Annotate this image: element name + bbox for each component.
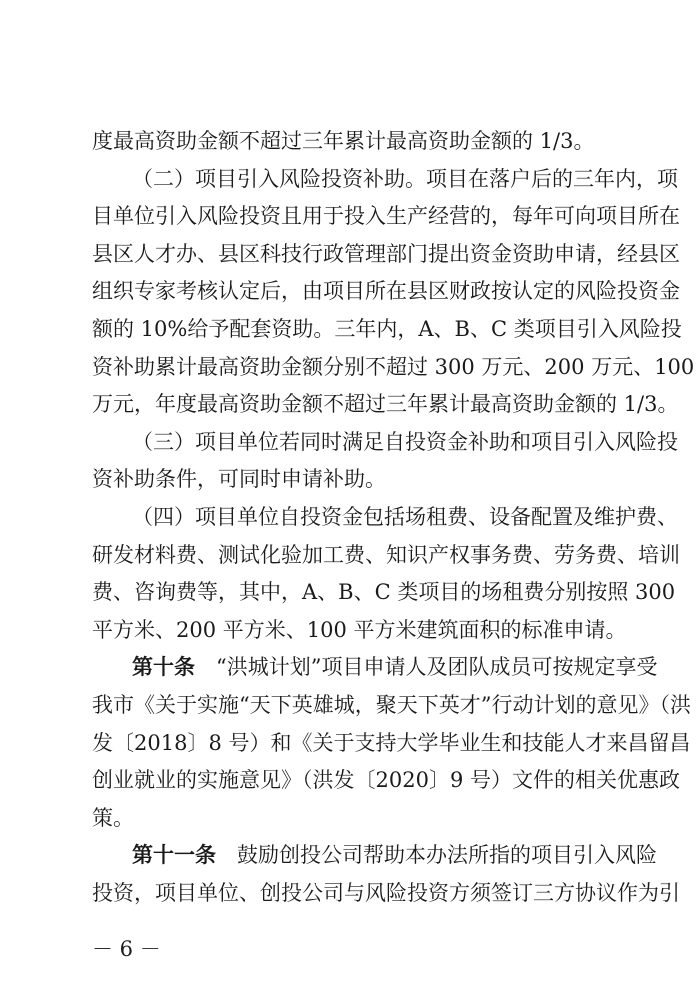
article-heading: 第十一条: [132, 842, 216, 868]
paragraph-line: 县区人才办、县区科技行政管理部门提出资金资助申请，经县区: [92, 241, 680, 266]
paragraph-line: 我市《关于实施“天下英雄城，聚天下英才”行动计划的意见》（洪: [92, 693, 691, 717]
paragraph-line: （三）项目单位若同时满足自投资金补助和项目引入风险投: [132, 429, 678, 454]
paragraph-line: 投资，项目单位、创投公司与风险投资方须签订三方协议作为引: [92, 881, 680, 905]
paragraph-line: 资补助累计最高资助金额分别不超过 300 万元、200 万元、100: [92, 354, 695, 379]
paragraph-line: 额的 10%给予配套资助。三年内，A、B、C 类项目引入风险投: [92, 317, 682, 341]
paragraph-line: 度最高资助金额不超过三年累计最高资助金额的 1/3。: [92, 129, 595, 153]
article-paragraph: [132, 842, 700, 868]
spacer: [216, 843, 237, 867]
paragraph-text: 鼓励创投公司帮助本办法所指的项目引入风险: [237, 843, 657, 868]
paragraph-line: 费、咨询费等，其中，A、B、C 类项目的场租费分别按照 300: [92, 580, 676, 605]
paragraph-line: （四）项目单位自投资金包括场租费、设备配置及维护费、: [132, 505, 678, 529]
paragraph-line: 研发材料费、测试化验加工费、知识产权事务费、劳务费、培训: [92, 542, 680, 567]
paragraph-line: 组织专家考核认定后，由项目所在县区财政按认定的风险投资金: [92, 279, 680, 304]
article-heading: 第十条: [132, 654, 195, 680]
spacer: [195, 655, 216, 679]
paragraph-line: 目单位引入风险投资且用于投入生产经营的，每年可向项目所在: [92, 204, 680, 229]
paragraph-line: 策。: [92, 805, 134, 830]
page-number: － 6 －: [92, 937, 161, 961]
article-paragraph: [132, 654, 700, 680]
paragraph-line: 创业就业的实施意见》（洪发〔2020〕9 号）文件的相关优惠政: [92, 768, 680, 793]
paragraph-line: 万元，年度最高资助金额不超过三年累计最高资助金额的 1/3。: [92, 392, 679, 417]
paragraph-text: “洪城计划”项目申请人及团队成员可按规定享受: [216, 655, 658, 680]
paragraph-line: （二）项目引入风险投资补助。项目在落户后的三年内，项: [132, 166, 678, 191]
paragraph-line: 平方米、200 平方米、100 平方米建筑面积的标准申请。: [92, 617, 627, 642]
paragraph-line: 发〔2018〕8 号）和《关于支持大学毕业生和技能人才来昌留昌: [92, 730, 691, 755]
paragraph-line: 资补助条件，可同时申请补助。: [92, 467, 386, 492]
